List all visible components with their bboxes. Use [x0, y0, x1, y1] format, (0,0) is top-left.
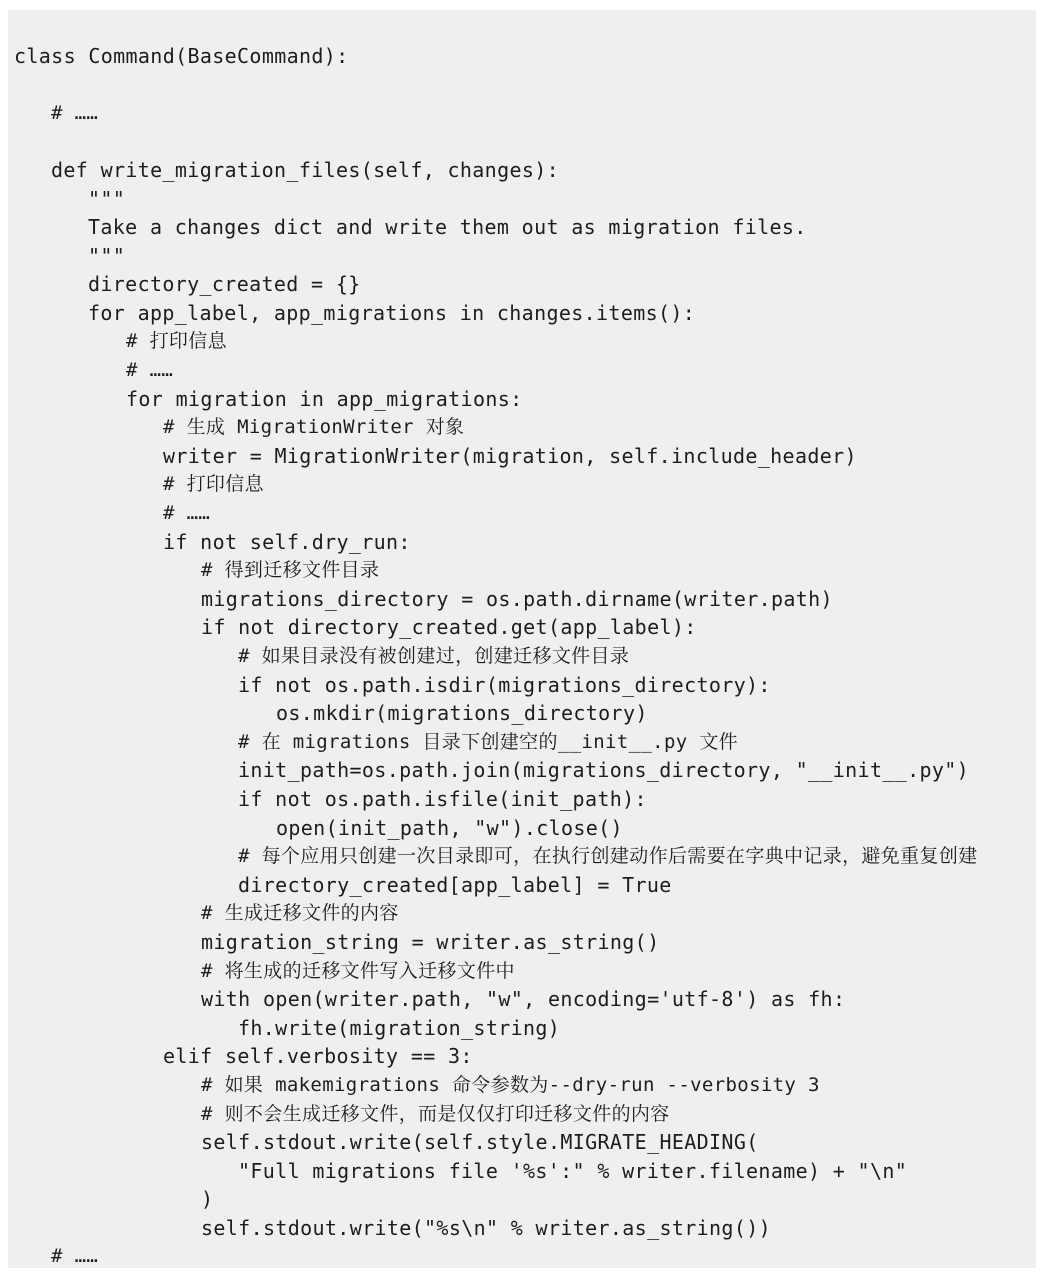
- code-line: self.stdout.write("%s\n" % writer.as_string()): [201, 1216, 771, 1240]
- code-line: writer = MigrationWriter(migration, self.include_header): [163, 444, 857, 468]
- code-line: open(init_path, "w").close(): [276, 816, 623, 840]
- code-comment: # ……: [126, 359, 174, 381]
- code-line: "Full migrations file '%s':" % writer.filename) + "\n": [238, 1159, 908, 1183]
- code-line: if not os.path.isfile(init_path):: [238, 787, 647, 811]
- code-comment: # 则不会生成迁移文件，而是仅仅打印迁移文件的内容: [201, 1103, 670, 1125]
- code-line: directory_created[app_label] = True: [238, 873, 672, 897]
- code-comment: # 打印信息: [126, 330, 227, 352]
- code-comment: # ……: [51, 102, 99, 124]
- code-line: init_path=os.path.join(migrations_directory, "__init__.py"): [238, 758, 970, 782]
- code-line: os.mkdir(migrations_directory): [276, 701, 648, 725]
- code-line: """: [88, 187, 126, 211]
- code-comment: # 打印信息: [163, 473, 264, 495]
- code-line: fh.write(migration_string): [238, 1016, 561, 1040]
- code-comment: # 将生成的迁移文件写入迁移文件中: [201, 960, 515, 982]
- code-line: if not directory_created.get(app_label):: [201, 615, 697, 639]
- code-line: Take a changes dict and write them out as migration files.: [88, 215, 807, 239]
- code-comment: # 生成 MigrationWriter 对象: [163, 416, 465, 438]
- code-comment: # 生成迁移文件的内容: [201, 902, 399, 924]
- code-comment: # ……: [51, 1245, 99, 1267]
- code-line: ): [201, 1187, 214, 1211]
- code-line: def write_migration_files(self, changes):: [51, 158, 560, 182]
- code-line: if not self.dry_run:: [163, 530, 411, 554]
- code-comment: # ……: [163, 502, 211, 524]
- code-line: for app_label, app_migrations in changes.items():: [88, 301, 696, 325]
- code-comment: # 如果 makemigrations 命令参数为--dry-run --verbosity 3: [201, 1074, 820, 1096]
- code-comment: # 每个应用只创建一次目录即可，在执行创建动作后需要在字典中记录，避免重复创建: [238, 845, 978, 867]
- code-line: elif self.verbosity == 3:: [163, 1044, 473, 1068]
- code-line: migrations_directory = os.path.dirname(writer.path): [201, 587, 833, 611]
- code-line: class Command(BaseCommand):: [14, 44, 349, 68]
- code-line: directory_created = {}: [88, 272, 361, 296]
- code-line: self.stdout.write(self.style.MIGRATE_HEADING(: [201, 1130, 759, 1154]
- code-comment: # 如果目录没有被创建过，创建迁移文件目录: [238, 645, 630, 667]
- code-line: if not os.path.isdir(migrations_directory):: [238, 673, 771, 697]
- code-line: with open(writer.path, "w", encoding='utf-8') as fh:: [201, 987, 846, 1011]
- code-line: for migration in app_migrations:: [126, 387, 523, 411]
- code-line: migration_string = writer.as_string(): [201, 930, 660, 954]
- code-line: """: [88, 244, 126, 268]
- code-comment: # 得到迁移文件目录: [201, 559, 380, 581]
- code-comment: # 在 migrations 目录下创建空的__init__.py 文件: [238, 731, 739, 753]
- code-listing: [8, 10, 1036, 1268]
